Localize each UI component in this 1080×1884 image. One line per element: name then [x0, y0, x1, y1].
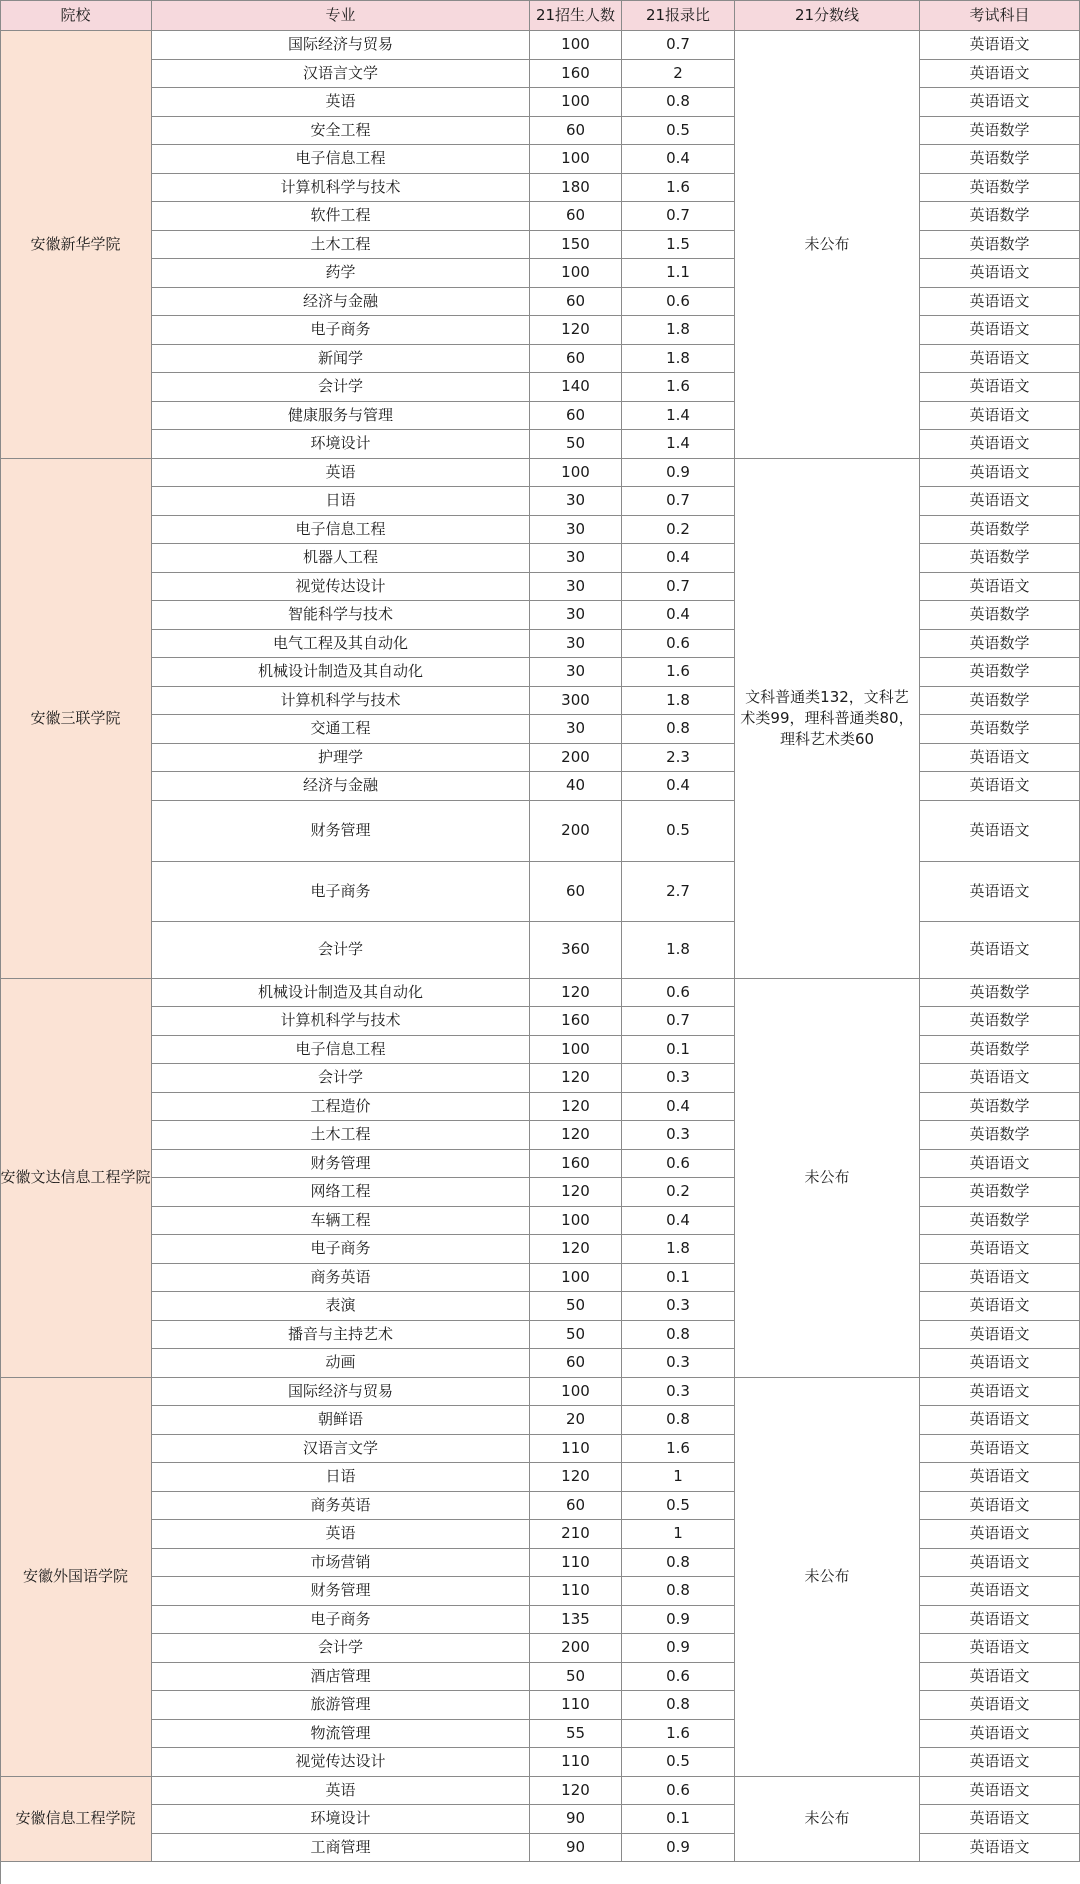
subjects-cell: 英语语文 — [920, 1349, 1080, 1378]
subjects-cell: 英语语文 — [920, 31, 1080, 60]
major-cell: 经济与金融 — [152, 288, 530, 317]
enrollment-cell: 90 — [530, 1834, 622, 1863]
ratio-cell: 0.6 — [622, 1663, 735, 1692]
ratio-cell: 0.6 — [622, 288, 735, 317]
subjects-cell: 英语数学 — [920, 715, 1080, 744]
ratio-cell: 0.2 — [622, 1178, 735, 1207]
ratio-cell: 0.7 — [622, 1007, 735, 1036]
enrollment-cell: 110 — [530, 1549, 622, 1578]
header-school: 院校 — [0, 0, 152, 31]
subjects-cell: 英语语文 — [920, 1520, 1080, 1549]
ratio-cell: 0.6 — [622, 979, 735, 1008]
subjects-cell: 英语语文 — [920, 1720, 1080, 1749]
school-name-cell: 安徽新华学院 — [0, 31, 152, 459]
major-cell: 交通工程 — [152, 715, 530, 744]
major-cell: 酒店管理 — [152, 1663, 530, 1692]
enrollment-cell: 140 — [530, 373, 622, 402]
subjects-cell: 英语语文 — [920, 1805, 1080, 1834]
subjects-cell: 英语数学 — [920, 145, 1080, 174]
subjects-cell: 英语数学 — [920, 1207, 1080, 1236]
enrollment-cell: 30 — [530, 658, 622, 687]
cutoff-score-cell: 未公布 — [735, 1777, 920, 1863]
ratio-cell: 1.8 — [622, 922, 735, 979]
enrollment-cell: 120 — [530, 1463, 622, 1492]
major-cell: 朝鲜语 — [152, 1406, 530, 1435]
ratio-cell: 0.7 — [622, 487, 735, 516]
major-cell: 智能科学与技术 — [152, 601, 530, 630]
major-cell: 电子信息工程 — [152, 516, 530, 545]
enrollment-cell: 200 — [530, 1634, 622, 1663]
ratio-cell: 0.8 — [622, 715, 735, 744]
enrollment-cell: 210 — [530, 1520, 622, 1549]
ratio-cell: 0.9 — [622, 1634, 735, 1663]
enrollment-cell: 135 — [530, 1606, 622, 1635]
major-cell: 计算机科学与技术 — [152, 687, 530, 716]
enrollment-cell: 160 — [530, 60, 622, 89]
subjects-cell: 英语语文 — [920, 801, 1080, 862]
ratio-cell: 0.8 — [622, 88, 735, 117]
major-cell: 电子信息工程 — [152, 145, 530, 174]
enrollment-cell: 120 — [530, 979, 622, 1008]
ratio-cell: 2 — [622, 60, 735, 89]
ratio-cell: 0.4 — [622, 601, 735, 630]
subjects-cell: 英语语文 — [920, 1663, 1080, 1692]
major-cell: 药学 — [152, 259, 530, 288]
enrollment-cell: 160 — [530, 1150, 622, 1179]
enrollment-cell: 120 — [530, 1777, 622, 1806]
subjects-cell: 英语语文 — [920, 1435, 1080, 1464]
major-cell: 英语 — [152, 459, 530, 488]
major-cell: 英语 — [152, 1520, 530, 1549]
enrollment-cell: 120 — [530, 316, 622, 345]
major-cell: 工商管理 — [152, 1834, 530, 1863]
enrollment-cell: 30 — [530, 516, 622, 545]
ratio-cell: 0.7 — [622, 31, 735, 60]
ratio-cell: 0.4 — [622, 1093, 735, 1122]
subjects-cell: 英语语文 — [920, 772, 1080, 801]
subjects-cell: 英语数学 — [920, 202, 1080, 231]
ratio-cell: 0.1 — [622, 1805, 735, 1834]
subjects-cell: 英语语文 — [920, 744, 1080, 773]
subjects-cell: 英语语文 — [920, 1492, 1080, 1521]
subjects-cell: 英语语文 — [920, 88, 1080, 117]
subjects-cell: 英语语文 — [920, 288, 1080, 317]
ratio-cell: 0.4 — [622, 544, 735, 573]
subjects-cell: 英语语文 — [920, 1691, 1080, 1720]
major-cell: 车辆工程 — [152, 1207, 530, 1236]
enrollment-cell: 160 — [530, 1007, 622, 1036]
ratio-cell: 1.6 — [622, 658, 735, 687]
enrollment-cell: 150 — [530, 231, 622, 260]
ratio-cell: 0.8 — [622, 1549, 735, 1578]
subjects-cell: 英语语文 — [920, 1321, 1080, 1350]
school-name-cell: 安徽文达信息工程学院 — [0, 979, 152, 1378]
subjects-cell: 英语语文 — [920, 487, 1080, 516]
subjects-cell: 英语数学 — [920, 1178, 1080, 1207]
major-cell: 电子商务 — [152, 862, 530, 922]
major-cell: 财务管理 — [152, 1577, 530, 1606]
ratio-cell: 0.1 — [622, 1264, 735, 1293]
ratio-cell: 0.3 — [622, 1064, 735, 1093]
enrollment-cell: 60 — [530, 862, 622, 922]
major-cell: 健康服务与管理 — [152, 402, 530, 431]
ratio-cell: 0.3 — [622, 1349, 735, 1378]
ratio-cell: 0.8 — [622, 1577, 735, 1606]
enrollment-cell: 60 — [530, 117, 622, 146]
major-cell: 环境设计 — [152, 430, 530, 459]
header-enrollment: 21招生人数 — [530, 0, 622, 31]
ratio-cell: 2.3 — [622, 744, 735, 773]
ratio-cell: 0.5 — [622, 117, 735, 146]
enrollment-cell: 300 — [530, 687, 622, 716]
enrollment-cell: 100 — [530, 459, 622, 488]
subjects-cell: 英语语文 — [920, 1406, 1080, 1435]
ratio-cell: 1.6 — [622, 174, 735, 203]
enrollment-cell: 30 — [530, 715, 622, 744]
enrollment-cell: 40 — [530, 772, 622, 801]
major-cell: 电子商务 — [152, 1235, 530, 1264]
header-ratio: 21报录比 — [622, 0, 735, 31]
subjects-cell: 英语语文 — [920, 60, 1080, 89]
major-cell: 商务英语 — [152, 1492, 530, 1521]
enrollment-cell: 120 — [530, 1121, 622, 1150]
major-cell: 会计学 — [152, 1064, 530, 1093]
enrollment-cell: 60 — [530, 402, 622, 431]
enrollment-cell: 100 — [530, 259, 622, 288]
subjects-cell: 英语语文 — [920, 1150, 1080, 1179]
subjects-cell: 英语语文 — [920, 402, 1080, 431]
ratio-cell: 0.8 — [622, 1321, 735, 1350]
subjects-cell: 英语语文 — [920, 1064, 1080, 1093]
enrollment-cell: 30 — [530, 544, 622, 573]
ratio-cell: 0.7 — [622, 202, 735, 231]
subjects-cell: 英语语文 — [920, 1235, 1080, 1264]
subjects-cell: 英语数学 — [920, 174, 1080, 203]
school-name-cell: 安徽信息工程学院 — [0, 1777, 152, 1863]
major-cell: 机械设计制造及其自动化 — [152, 658, 530, 687]
major-cell: 计算机科学与技术 — [152, 174, 530, 203]
enrollment-cell: 50 — [530, 430, 622, 459]
ratio-cell: 0.3 — [622, 1378, 735, 1407]
major-cell: 土木工程 — [152, 231, 530, 260]
ratio-cell: 1.4 — [622, 402, 735, 431]
subjects-cell: 英语数学 — [920, 1121, 1080, 1150]
enrollment-cell: 30 — [530, 601, 622, 630]
enrollment-cell: 110 — [530, 1435, 622, 1464]
subjects-cell: 英语数学 — [920, 544, 1080, 573]
major-cell: 表演 — [152, 1292, 530, 1321]
ratio-cell: 1.8 — [622, 316, 735, 345]
subjects-cell: 英语语文 — [920, 1292, 1080, 1321]
ratio-cell: 0.8 — [622, 1691, 735, 1720]
enrollment-cell: 30 — [530, 573, 622, 602]
major-cell: 国际经济与贸易 — [152, 1378, 530, 1407]
ratio-cell: 0.6 — [622, 1777, 735, 1806]
enrollment-cell: 360 — [530, 922, 622, 979]
major-cell: 电子商务 — [152, 1606, 530, 1635]
ratio-cell: 1.1 — [622, 259, 735, 288]
enrollment-cell: 60 — [530, 1492, 622, 1521]
major-cell: 软件工程 — [152, 202, 530, 231]
enrollment-cell: 180 — [530, 174, 622, 203]
enrollment-cell: 100 — [530, 88, 622, 117]
ratio-cell: 0.9 — [622, 1834, 735, 1863]
subjects-cell: 英语数学 — [920, 979, 1080, 1008]
enrollment-cell: 100 — [530, 1378, 622, 1407]
enrollment-cell: 110 — [530, 1577, 622, 1606]
major-cell: 物流管理 — [152, 1720, 530, 1749]
major-cell: 工程造价 — [152, 1093, 530, 1122]
ratio-cell: 0.5 — [622, 801, 735, 862]
ratio-cell: 1.8 — [622, 1235, 735, 1264]
major-cell: 环境设计 — [152, 1805, 530, 1834]
subjects-cell: 英语语文 — [920, 430, 1080, 459]
major-cell: 财务管理 — [152, 1150, 530, 1179]
subjects-cell: 英语数学 — [920, 231, 1080, 260]
enrollment-cell: 60 — [530, 288, 622, 317]
enrollment-cell: 60 — [530, 202, 622, 231]
enrollment-cell: 100 — [530, 1207, 622, 1236]
enrollment-cell: 50 — [530, 1321, 622, 1350]
major-cell: 日语 — [152, 487, 530, 516]
subjects-cell: 英语数学 — [920, 658, 1080, 687]
school-name-cell: 安徽三联学院 — [0, 459, 152, 979]
subjects-cell: 英语语文 — [920, 1378, 1080, 1407]
ratio-cell: 0.6 — [622, 630, 735, 659]
enrollment-cell: 100 — [530, 1264, 622, 1293]
ratio-cell: 0.4 — [622, 772, 735, 801]
ratio-cell: 0.7 — [622, 573, 735, 602]
enrollment-cell: 200 — [530, 801, 622, 862]
major-cell: 动画 — [152, 1349, 530, 1378]
enrollment-cell: 200 — [530, 744, 622, 773]
ratio-cell: 0.8 — [622, 1406, 735, 1435]
major-cell: 市场营销 — [152, 1549, 530, 1578]
subjects-cell: 英语语文 — [920, 345, 1080, 374]
ratio-cell: 0.4 — [622, 145, 735, 174]
subjects-cell: 英语语文 — [920, 1834, 1080, 1863]
subjects-cell: 英语数学 — [920, 1007, 1080, 1036]
enrollment-cell: 60 — [530, 1349, 622, 1378]
ratio-cell: 1.6 — [622, 1435, 735, 1464]
subjects-cell: 英语语文 — [920, 1264, 1080, 1293]
enrollment-cell: 110 — [530, 1691, 622, 1720]
cutoff-score-cell: 未公布 — [735, 979, 920, 1378]
major-cell: 财务管理 — [152, 801, 530, 862]
ratio-cell: 0.4 — [622, 1207, 735, 1236]
ratio-cell: 2.7 — [622, 862, 735, 922]
ratio-cell: 0.9 — [622, 459, 735, 488]
ratio-cell: 1.8 — [622, 345, 735, 374]
major-cell: 汉语言文学 — [152, 1435, 530, 1464]
enrollment-cell: 55 — [530, 1720, 622, 1749]
ratio-cell: 0.6 — [622, 1150, 735, 1179]
subjects-cell: 英语语文 — [920, 373, 1080, 402]
enrollment-cell: 120 — [530, 1064, 622, 1093]
major-cell: 电子商务 — [152, 316, 530, 345]
major-cell: 新闻学 — [152, 345, 530, 374]
subjects-cell: 英语数学 — [920, 117, 1080, 146]
cutoff-score-cell: 未公布 — [735, 31, 920, 459]
enrollment-cell: 30 — [530, 630, 622, 659]
ratio-cell: 1.4 — [622, 430, 735, 459]
subjects-cell: 英语语文 — [920, 1606, 1080, 1635]
enrollment-cell: 120 — [530, 1093, 622, 1122]
subjects-cell: 英语数学 — [920, 601, 1080, 630]
header-subjects: 考试科目 — [920, 0, 1080, 31]
ratio-cell: 0.5 — [622, 1748, 735, 1777]
subjects-cell: 英语语文 — [920, 862, 1080, 922]
subjects-cell: 英语数学 — [920, 630, 1080, 659]
ratio-cell: 1.5 — [622, 231, 735, 260]
enrollment-cell: 20 — [530, 1406, 622, 1435]
subjects-cell: 英语语文 — [920, 1777, 1080, 1806]
school-name-cell: 安徽外国语学院 — [0, 1378, 152, 1777]
major-cell: 计算机科学与技术 — [152, 1007, 530, 1036]
subjects-cell: 英语语文 — [920, 459, 1080, 488]
ratio-cell: 0.9 — [622, 1606, 735, 1635]
enrollment-cell: 90 — [530, 1805, 622, 1834]
subjects-cell: 英语语文 — [920, 1634, 1080, 1663]
major-cell: 土木工程 — [152, 1121, 530, 1150]
subjects-cell: 英语数学 — [920, 687, 1080, 716]
enrollment-cell: 110 — [530, 1748, 622, 1777]
major-cell: 汉语言文学 — [152, 60, 530, 89]
subjects-cell: 英语语文 — [920, 316, 1080, 345]
enrollment-cell: 120 — [530, 1178, 622, 1207]
major-cell: 日语 — [152, 1463, 530, 1492]
major-cell: 会计学 — [152, 373, 530, 402]
header-cutoff: 21分数线 — [735, 0, 920, 31]
ratio-cell: 0.1 — [622, 1036, 735, 1065]
subjects-cell: 英语语文 — [920, 922, 1080, 979]
subjects-cell: 英语语文 — [920, 1577, 1080, 1606]
enrollment-cell: 100 — [530, 1036, 622, 1065]
major-cell: 视觉传达设计 — [152, 1748, 530, 1777]
ratio-cell: 1.6 — [622, 373, 735, 402]
major-cell: 电子信息工程 — [152, 1036, 530, 1065]
ratio-cell: 1 — [622, 1520, 735, 1549]
major-cell: 经济与金融 — [152, 772, 530, 801]
major-cell: 英语 — [152, 1777, 530, 1806]
ratio-cell: 1.6 — [622, 1720, 735, 1749]
header-major: 专业 — [152, 0, 530, 31]
major-cell: 电气工程及其自动化 — [152, 630, 530, 659]
enrollment-cell: 50 — [530, 1292, 622, 1321]
major-cell: 会计学 — [152, 922, 530, 979]
enrollment-cell: 100 — [530, 145, 622, 174]
major-cell: 会计学 — [152, 1634, 530, 1663]
major-cell: 机器人工程 — [152, 544, 530, 573]
cutoff-score-cell: 未公布 — [735, 1378, 920, 1777]
major-cell: 视觉传达设计 — [152, 573, 530, 602]
cutoff-score-cell: 文科普通类132，文科艺术类99，理科普通类80，理科艺术类60 — [735, 459, 920, 979]
subjects-cell: 英语数学 — [920, 516, 1080, 545]
major-cell: 英语 — [152, 88, 530, 117]
subjects-cell: 英语语文 — [920, 573, 1080, 602]
enrollment-cell: 100 — [530, 31, 622, 60]
ratio-cell: 0.3 — [622, 1121, 735, 1150]
subjects-cell: 英语语文 — [920, 1549, 1080, 1578]
major-cell: 旅游管理 — [152, 1691, 530, 1720]
major-cell: 商务英语 — [152, 1264, 530, 1293]
ratio-cell: 0.3 — [622, 1292, 735, 1321]
subjects-cell: 英语数学 — [920, 1093, 1080, 1122]
subjects-cell: 英语语文 — [920, 1748, 1080, 1777]
ratio-cell: 0.2 — [622, 516, 735, 545]
enrollment-cell: 50 — [530, 1663, 622, 1692]
subjects-cell: 英语数学 — [920, 1036, 1080, 1065]
major-cell: 国际经济与贸易 — [152, 31, 530, 60]
major-cell: 网络工程 — [152, 1178, 530, 1207]
ratio-cell: 0.5 — [622, 1492, 735, 1521]
major-cell: 机械设计制造及其自动化 — [152, 979, 530, 1008]
ratio-cell: 1 — [622, 1463, 735, 1492]
subjects-cell: 英语语文 — [920, 259, 1080, 288]
major-cell: 播音与主持艺术 — [152, 1321, 530, 1350]
major-cell: 安全工程 — [152, 117, 530, 146]
enrollment-cell: 30 — [530, 487, 622, 516]
enrollment-cell: 120 — [530, 1235, 622, 1264]
major-cell: 护理学 — [152, 744, 530, 773]
enrollment-cell: 60 — [530, 345, 622, 374]
ratio-cell: 1.8 — [622, 687, 735, 716]
subjects-cell: 英语语文 — [920, 1463, 1080, 1492]
